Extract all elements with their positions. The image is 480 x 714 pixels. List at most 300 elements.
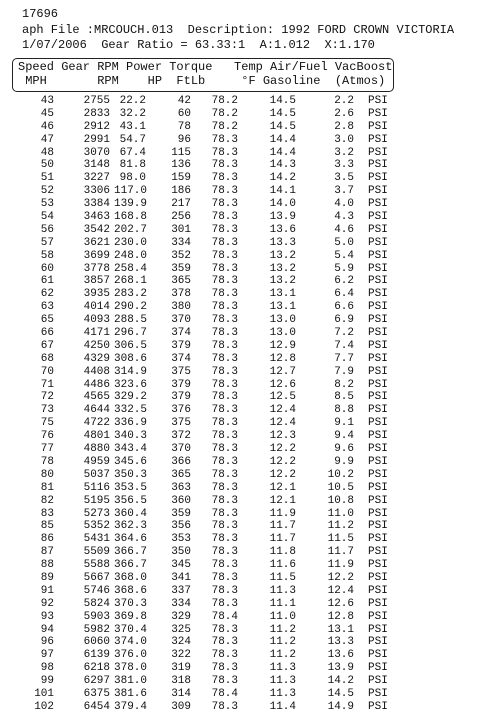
vac-boost-cell: 6.6: [334, 301, 354, 314]
table-row: [0, 275, 480, 288]
torque-ftlb-cell: 379: [171, 391, 191, 404]
file-description-line: aph File :MRCOUCH.013 Description: 1992 FORD CROWN VICTORIA: [22, 23, 455, 37]
power-hp-cell: 370.4: [114, 623, 148, 636]
rpm-cell: 4171: [83, 327, 110, 340]
rpm-cell: 6375: [83, 687, 110, 700]
vac-boost-cell: 6.9: [334, 314, 354, 327]
air-fuel-cell: 11.0: [269, 610, 296, 623]
vac-boost-cell: 2.8: [334, 120, 354, 133]
power-hp-cell: 368.6: [114, 584, 148, 597]
temp-f-cell: 78.3: [211, 430, 238, 443]
power-hp-cell: 366.7: [114, 559, 148, 572]
power-hp-cell: 362.3: [114, 520, 148, 533]
speed-mph-cell: 91: [40, 584, 54, 597]
unit-cell: PSI: [368, 559, 388, 572]
temp-f-cell: 78.3: [211, 365, 238, 378]
torque-ftlb-cell: 186: [171, 185, 191, 198]
speed-mph-cell: 43: [40, 95, 54, 107]
unit-cell: PSI: [368, 636, 388, 649]
rpm-cell: 6454: [83, 700, 110, 713]
rpm-cell: 4644: [83, 404, 110, 417]
temp-f-cell: 78.4: [211, 610, 238, 623]
speed-mph-cell: 75: [40, 417, 54, 430]
torque-ftlb-cell: 375: [171, 417, 191, 430]
vac-boost-cell: 8.2: [334, 378, 354, 391]
unit-cell: PSI: [368, 571, 388, 584]
unit-cell: PSI: [368, 198, 388, 211]
torque-ftlb-cell: 337: [171, 584, 191, 597]
rpm-cell: 3384: [83, 198, 110, 211]
temp-f-cell: 78.3: [211, 559, 238, 572]
speed-mph-cell: 52: [40, 185, 54, 198]
vac-boost-cell: 4.0: [334, 198, 354, 211]
air-fuel-cell: 11.2: [269, 649, 296, 662]
air-fuel-cell: 11.9: [269, 507, 296, 520]
table-row: [0, 624, 480, 637]
vac-boost-cell: 10.2: [327, 468, 354, 481]
unit-cell: PSI: [368, 211, 388, 224]
torque-ftlb-cell: 353: [171, 533, 191, 546]
air-fuel-cell: 13.2: [269, 249, 296, 262]
air-fuel-cell: 14.5: [269, 95, 296, 107]
torque-ftlb-cell: 375: [171, 365, 191, 378]
rpm-cell: 5982: [83, 623, 110, 636]
torque-ftlb-cell: 314: [171, 687, 191, 700]
table-row: [0, 147, 480, 160]
speed-mph-cell: 57: [40, 236, 54, 249]
speed-mph-cell: 60: [40, 262, 54, 275]
air-fuel-cell: 12.2: [269, 455, 296, 468]
torque-ftlb-cell: 217: [171, 198, 191, 211]
unit-cell: PSI: [368, 339, 388, 352]
vac-boost-cell: 3.7: [334, 185, 354, 198]
unit-cell: PSI: [368, 597, 388, 610]
rpm-cell: 5116: [83, 481, 110, 494]
table-row: [0, 108, 480, 121]
power-hp-cell: 323.6: [114, 378, 148, 391]
unit-cell: PSI: [368, 223, 388, 236]
torque-ftlb-cell: 374: [171, 352, 191, 365]
table-row: [0, 250, 480, 263]
table-row: [0, 366, 480, 379]
rpm-cell: 3070: [83, 146, 110, 159]
unit-cell: PSI: [368, 468, 388, 481]
torque-ftlb-cell: 372: [171, 430, 191, 443]
vac-boost-cell: 13.6: [327, 649, 354, 662]
rpm-cell: 2833: [83, 107, 110, 120]
vac-boost-cell: 14.5: [327, 687, 354, 700]
rpm-cell: 2912: [83, 120, 110, 133]
vac-boost-cell: 13.3: [327, 636, 354, 649]
table-row: [0, 611, 480, 624]
vac-boost-cell: 9.9: [334, 455, 354, 468]
unit-cell: PSI: [368, 404, 388, 417]
speed-mph-cell: 82: [40, 494, 54, 507]
vac-boost-cell: 4.3: [334, 211, 354, 224]
air-fuel-cell: 11.3: [269, 584, 296, 597]
rpm-cell: 4959: [83, 455, 110, 468]
speed-mph-cell: 87: [40, 546, 54, 559]
unit-cell: PSI: [368, 352, 388, 365]
torque-ftlb-cell: 78: [177, 120, 191, 133]
speed-mph-cell: 62: [40, 288, 54, 301]
speed-mph-cell: 78: [40, 455, 54, 468]
rpm-cell: 5037: [83, 468, 110, 481]
unit-cell: PSI: [368, 146, 388, 159]
unit-cell: PSI: [368, 249, 388, 262]
unit-cell: PSI: [368, 378, 388, 391]
vac-boost-cell: 5.0: [334, 236, 354, 249]
vac-boost-cell: 3.5: [334, 172, 354, 185]
table-row: [0, 172, 480, 185]
air-fuel-cell: 12.2: [269, 443, 296, 456]
torque-ftlb-cell: 370: [171, 443, 191, 456]
temp-f-cell: 78.3: [211, 198, 238, 211]
temp-f-cell: 78.3: [211, 649, 238, 662]
vac-boost-cell: 3.0: [334, 133, 354, 146]
power-hp-cell: 139.9: [114, 198, 148, 211]
temp-f-cell: 78.3: [211, 623, 238, 636]
torque-ftlb-cell: 356: [171, 520, 191, 533]
air-fuel-cell: 13.1: [269, 288, 296, 301]
air-fuel-cell: 11.2: [269, 623, 296, 636]
unit-cell: PSI: [368, 275, 388, 288]
table-row: [0, 546, 480, 559]
speed-mph-cell: 54: [40, 211, 54, 224]
table-row: [0, 121, 480, 134]
power-hp-cell: 22.2: [119, 95, 146, 107]
unit-cell: PSI: [368, 584, 388, 597]
table-row: [0, 237, 480, 250]
speed-mph-cell: 83: [40, 507, 54, 520]
unit-cell: PSI: [368, 687, 388, 700]
vac-boost-cell: 7.9: [334, 365, 354, 378]
temp-f-cell: 78.3: [211, 417, 238, 430]
temp-f-cell: 78.3: [211, 159, 238, 172]
air-fuel-cell: 14.5: [269, 120, 296, 133]
rpm-cell: 6060: [83, 636, 110, 649]
rpm-cell: 3227: [83, 172, 110, 185]
vac-boost-cell: 4.6: [334, 223, 354, 236]
speed-mph-cell: 46: [40, 120, 54, 133]
air-fuel-cell: 12.1: [269, 494, 296, 507]
air-fuel-cell: 12.9: [269, 339, 296, 352]
unit-cell: PSI: [368, 649, 388, 662]
power-hp-cell: 366.7: [114, 546, 148, 559]
power-hp-cell: 379.4: [114, 700, 148, 713]
torque-ftlb-cell: 379: [171, 339, 191, 352]
unit-cell: PSI: [368, 520, 388, 533]
temp-f-cell: 78.3: [211, 481, 238, 494]
torque-ftlb-cell: 334: [171, 236, 191, 249]
power-hp-cell: 353.5: [114, 481, 148, 494]
air-fuel-cell: 14.4: [269, 133, 296, 146]
rpm-cell: 3778: [83, 262, 110, 275]
vac-boost-cell: 7.2: [334, 327, 354, 340]
rpm-cell: 5195: [83, 494, 110, 507]
power-hp-cell: 360.4: [114, 507, 148, 520]
temp-f-cell: 78.3: [211, 507, 238, 520]
torque-ftlb-cell: 366: [171, 455, 191, 468]
unit-cell: PSI: [368, 301, 388, 314]
power-hp-cell: 364.6: [114, 533, 148, 546]
power-hp-cell: 168.8: [114, 211, 148, 224]
power-hp-cell: 288.5: [114, 314, 148, 327]
speed-mph-cell: 72: [40, 391, 54, 404]
rpm-cell: 4250: [83, 339, 110, 352]
table-row: [0, 688, 480, 701]
torque-ftlb-cell: 363: [171, 481, 191, 494]
air-fuel-cell: 11.7: [269, 520, 296, 533]
speed-mph-cell: 67: [40, 339, 54, 352]
torque-ftlb-cell: 352: [171, 249, 191, 262]
temp-f-cell: 78.3: [211, 314, 238, 327]
temp-f-cell: 78.3: [211, 494, 238, 507]
temp-f-cell: 78.3: [211, 571, 238, 584]
air-fuel-cell: 13.3: [269, 236, 296, 249]
temp-f-cell: 78.3: [211, 468, 238, 481]
air-fuel-cell: 14.5: [269, 107, 296, 120]
torque-ftlb-cell: 345: [171, 559, 191, 572]
speed-mph-cell: 93: [40, 610, 54, 623]
speed-mph-cell: 96: [40, 636, 54, 649]
vac-boost-cell: 11.9: [327, 559, 354, 572]
vac-boost-cell: 8.8: [334, 404, 354, 417]
air-fuel-cell: 12.4: [269, 404, 296, 417]
vac-boost-cell: 13.1: [327, 623, 354, 636]
table-row: [0, 636, 480, 649]
speed-mph-cell: 71: [40, 378, 54, 391]
temp-f-cell: 78.3: [211, 352, 238, 365]
power-hp-cell: 32.2: [119, 107, 146, 120]
speed-mph-cell: 89: [40, 571, 54, 584]
air-fuel-cell: 13.2: [269, 262, 296, 275]
unit-cell: PSI: [368, 172, 388, 185]
torque-ftlb-cell: 365: [171, 275, 191, 288]
rpm-cell: 6218: [83, 662, 110, 675]
torque-ftlb-cell: 380: [171, 301, 191, 314]
rpm-cell: 3857: [83, 275, 110, 288]
table-row: [0, 701, 480, 714]
vac-boost-cell: 11.7: [327, 546, 354, 559]
torque-ftlb-cell: 334: [171, 597, 191, 610]
rpm-cell: 4093: [83, 314, 110, 327]
table-row: [0, 198, 480, 211]
temp-f-cell: 78.3: [211, 597, 238, 610]
vac-boost-cell: 9.6: [334, 443, 354, 456]
table-row: [0, 417, 480, 430]
speed-mph-cell: 53: [40, 198, 54, 211]
power-hp-cell: 290.2: [114, 301, 148, 314]
vac-boost-cell: 11.2: [327, 520, 354, 533]
unit-cell: PSI: [368, 120, 388, 133]
power-hp-cell: 343.4: [114, 443, 148, 456]
temp-f-cell: 78.3: [211, 146, 238, 159]
rpm-cell: 3306: [83, 185, 110, 198]
air-fuel-cell: 12.1: [269, 481, 296, 494]
temp-f-cell: 78.2: [211, 107, 238, 120]
vac-boost-cell: 14.9: [327, 700, 354, 713]
rpm-cell: 5903: [83, 610, 110, 623]
speed-mph-cell: 97: [40, 649, 54, 662]
vac-boost-cell: 7.7: [334, 352, 354, 365]
air-fuel-cell: 12.4: [269, 417, 296, 430]
table-row: [0, 559, 480, 572]
table-row: [0, 159, 480, 172]
air-fuel-cell: 14.4: [269, 146, 296, 159]
column-header-row-2: MPH RPM HP FtLb °F Gasoline (Atmos): [18, 74, 386, 88]
vac-boost-cell: 12.8: [327, 610, 354, 623]
torque-ftlb-cell: 341: [171, 571, 191, 584]
table-row: [0, 340, 480, 353]
rpm-cell: 5352: [83, 520, 110, 533]
unit-cell: PSI: [368, 391, 388, 404]
air-fuel-cell: 14.3: [269, 159, 296, 172]
vac-boost-cell: 3.2: [334, 146, 354, 159]
torque-ftlb-cell: 301: [171, 223, 191, 236]
temp-f-cell: 78.4: [211, 687, 238, 700]
torque-ftlb-cell: 365: [171, 468, 191, 481]
rpm-cell: 3699: [83, 249, 110, 262]
air-fuel-cell: 11.3: [269, 687, 296, 700]
temp-f-cell: 78.3: [211, 391, 238, 404]
speed-mph-cell: 76: [40, 430, 54, 443]
torque-ftlb-cell: 329: [171, 610, 191, 623]
rpm-cell: 3542: [83, 223, 110, 236]
temp-f-cell: 78.3: [211, 636, 238, 649]
air-fuel-cell: 11.3: [269, 675, 296, 688]
table-row: [0, 469, 480, 482]
unit-cell: PSI: [368, 443, 388, 456]
power-hp-cell: 230.0: [114, 236, 148, 249]
air-fuel-cell: 11.4: [269, 700, 296, 713]
air-fuel-cell: 12.7: [269, 365, 296, 378]
unit-cell: PSI: [368, 288, 388, 301]
speed-mph-cell: 50: [40, 159, 54, 172]
table-row: [0, 508, 480, 521]
torque-ftlb-cell: 136: [171, 159, 191, 172]
torque-ftlb-cell: 256: [171, 211, 191, 224]
rpm-cell: 5667: [83, 571, 110, 584]
temp-f-cell: 78.3: [211, 584, 238, 597]
rpm-cell: 5273: [83, 507, 110, 520]
vac-boost-cell: 3.3: [334, 159, 354, 172]
temp-f-cell: 78.3: [211, 455, 238, 468]
torque-ftlb-cell: 60: [177, 107, 191, 120]
power-hp-cell: 356.5: [114, 494, 148, 507]
date-gear-ratio-line: 1/07/2006 Gear Ratio = 63.33:1 A:1.012 X:1.170: [22, 38, 375, 52]
air-fuel-cell: 14.2: [269, 172, 296, 185]
vac-boost-cell: 6.4: [334, 288, 354, 301]
temp-f-cell: 78.3: [211, 223, 238, 236]
power-hp-cell: 248.0: [114, 249, 148, 262]
table-row: [0, 353, 480, 366]
air-fuel-cell: 14.0: [269, 198, 296, 211]
torque-ftlb-cell: 325: [171, 623, 191, 636]
air-fuel-cell: 11.8: [269, 546, 296, 559]
vac-boost-cell: 2.6: [334, 107, 354, 120]
vac-boost-cell: 12.2: [327, 571, 354, 584]
temp-f-cell: 78.3: [211, 327, 238, 340]
rpm-cell: 3621: [83, 236, 110, 249]
unit-cell: PSI: [368, 675, 388, 688]
rpm-cell: 4014: [83, 301, 110, 314]
vac-boost-cell: 14.2: [327, 675, 354, 688]
table-row: [0, 404, 480, 417]
table-row: [0, 314, 480, 327]
vac-boost-cell: 5.4: [334, 249, 354, 262]
speed-mph-cell: 65: [40, 314, 54, 327]
temp-f-cell: 78.3: [211, 133, 238, 146]
table-row: [0, 391, 480, 404]
temp-f-cell: 78.3: [211, 211, 238, 224]
power-hp-cell: 345.6: [114, 455, 148, 468]
table-row: [0, 456, 480, 469]
temp-f-cell: 78.3: [211, 301, 238, 314]
unit-cell: PSI: [368, 623, 388, 636]
torque-ftlb-cell: 322: [171, 649, 191, 662]
vac-boost-cell: 7.4: [334, 339, 354, 352]
speed-mph-cell: 63: [40, 301, 54, 314]
air-fuel-cell: 11.1: [269, 597, 296, 610]
temp-f-cell: 78.3: [211, 288, 238, 301]
speed-mph-cell: 51: [40, 172, 54, 185]
power-hp-cell: 340.3: [114, 430, 148, 443]
speed-mph-cell: 101: [34, 687, 54, 700]
rpm-cell: 6297: [83, 675, 110, 688]
vac-boost-cell: 11.5: [327, 533, 354, 546]
unit-cell: PSI: [368, 546, 388, 559]
unit-cell: PSI: [368, 159, 388, 172]
torque-ftlb-cell: 324: [171, 636, 191, 649]
temp-f-cell: 78.2: [211, 95, 238, 107]
temp-f-cell: 78.3: [211, 520, 238, 533]
speed-mph-cell: 66: [40, 327, 54, 340]
power-hp-cell: 283.2: [114, 288, 148, 301]
vac-boost-cell: 12.4: [327, 584, 354, 597]
rpm-cell: 4329: [83, 352, 110, 365]
air-fuel-cell: 11.5: [269, 571, 296, 584]
table-row: [0, 520, 480, 533]
vac-boost-cell: 10.5: [327, 481, 354, 494]
vac-boost-cell: 8.5: [334, 391, 354, 404]
speed-mph-cell: 102: [34, 700, 54, 713]
power-hp-cell: 98.0: [119, 172, 146, 185]
rpm-cell: 2755: [83, 95, 110, 107]
air-fuel-cell: 12.2: [269, 468, 296, 481]
temp-f-cell: 78.3: [211, 378, 238, 391]
table-row: [0, 572, 480, 585]
air-fuel-cell: 13.6: [269, 223, 296, 236]
torque-ftlb-cell: 359: [171, 507, 191, 520]
table-row: [0, 263, 480, 276]
rpm-cell: 5509: [83, 546, 110, 559]
vac-boost-cell: 12.6: [327, 597, 354, 610]
air-fuel-cell: 13.0: [269, 314, 296, 327]
torque-ftlb-cell: 159: [171, 172, 191, 185]
speed-mph-cell: 58: [40, 249, 54, 262]
temp-f-cell: 78.3: [211, 339, 238, 352]
table-row: [0, 95, 480, 108]
speed-mph-cell: 81: [40, 481, 54, 494]
air-fuel-cell: 11.7: [269, 533, 296, 546]
air-fuel-cell: 11.2: [269, 636, 296, 649]
unit-cell: PSI: [368, 610, 388, 623]
rpm-cell: 4565: [83, 391, 110, 404]
air-fuel-cell: 13.0: [269, 327, 296, 340]
unit-cell: PSI: [368, 365, 388, 378]
rpm-cell: 4408: [83, 365, 110, 378]
